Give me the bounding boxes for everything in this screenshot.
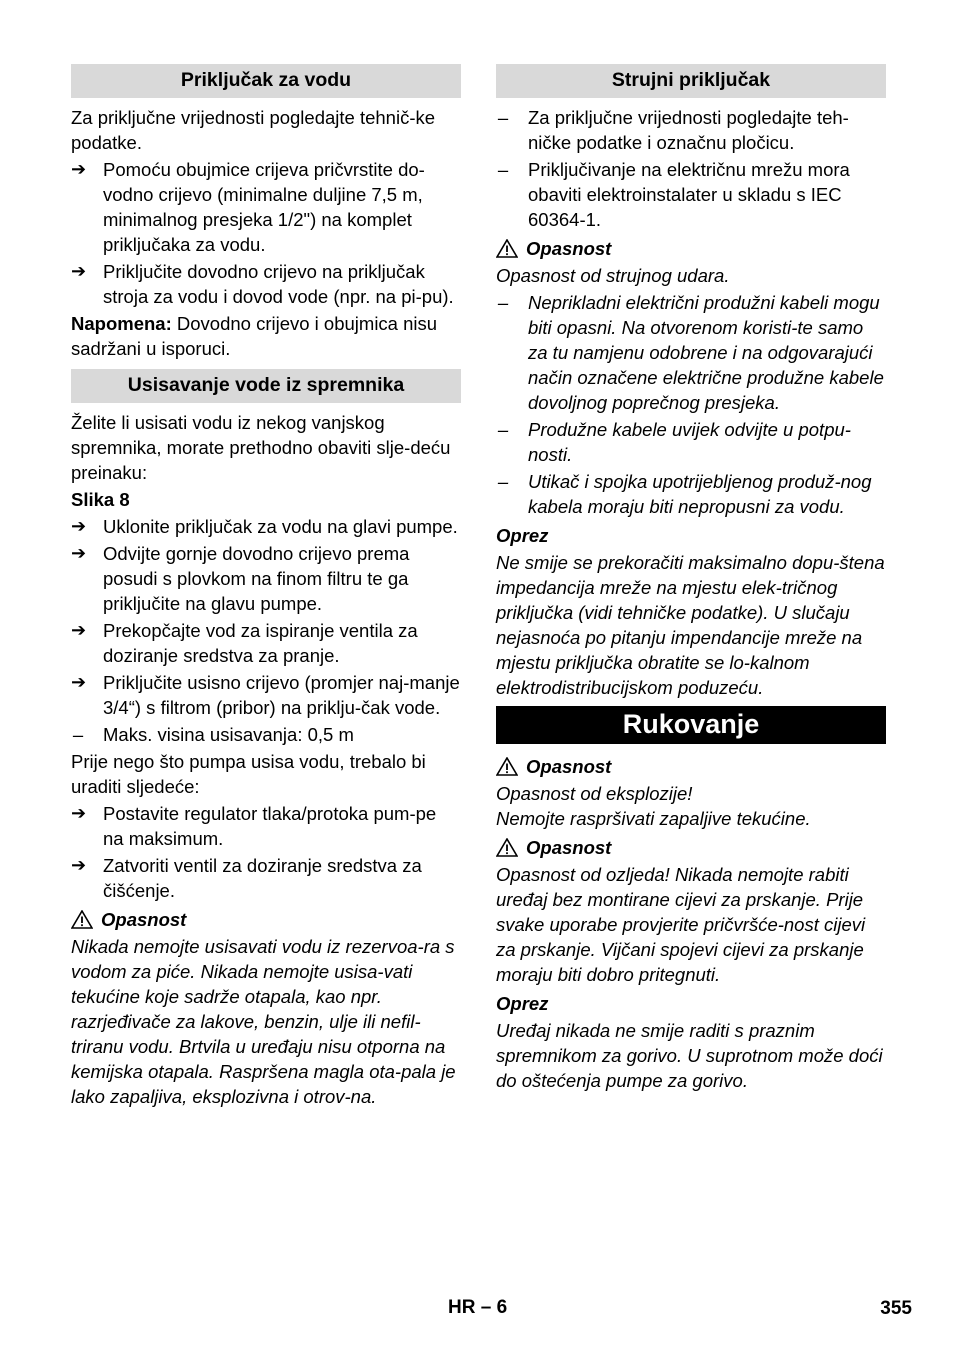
dash-icon: –	[497, 107, 509, 128]
warning-text: Opasnost od ozljeda! Nikada nemojte rabiti uređaj bez montirane cijevi za prskanje. Prije svake uporabe provjerite pričvršće-nost cijevi za prskanje. Vijčani spojevi cijevi za prskanje moraju biti dobro pritegnuti.	[496, 864, 866, 985]
water-note: Napomena: Dovodno crijevo i obujmica nisu sadržani u isporuci.	[71, 313, 438, 359]
warning-heading: Opasnost	[496, 835, 886, 860]
warning-heading: Opasnost	[71, 907, 461, 932]
caution-text: Ne smije se prekoračiti maksimalno dopu-štena impedancija mreže na mjestu elek-tričnog priključka (vidi tehničke podatke). U slučaju nejasnoća po pitanju impendancije mreže na mjestu priključka obratite se lo-kalnom elektrodistribucijskom poduzeću.	[496, 552, 885, 698]
arrow-icon: ➔	[71, 261, 87, 281]
list-item: ➔ Prekopčajte vod za ispiranje ventila za doziranje sredstva za pranje.	[71, 620, 418, 666]
suction-intro: Želite li usisati vodu iz nekog vanjskog spremnika, morate prethodno obaviti slje-deću preinaku:	[71, 412, 451, 483]
list-item: – Priključivanje na električnu mrežu mora obaviti elektroinstalater u skladu s IEC 60364-1.	[497, 159, 850, 230]
section-heading-power: Strujni priključak	[496, 64, 886, 98]
footer-section-code: HR – 6	[448, 1297, 508, 1318]
warning-line: Nemojte raspršivati zapaljive tekućine.	[496, 808, 811, 829]
list-item: ➔ Zatvoriti ventil za doziranje sredstva za čišćenje.	[71, 855, 422, 901]
arrow-icon: ➔	[71, 159, 87, 179]
caution-text: Uređaj nikada ne smije raditi s praznim spremnikom za gorivo. U suprotnom može doći do oštećenja pumpe za gorivo.	[496, 1020, 883, 1091]
dash-icon: –	[497, 419, 509, 440]
caution-heading: Oprez	[496, 525, 549, 546]
list-item: – Utikač i spojka upotrijebljenog produž-nog kabela moraju biti nepropusni za vodu.	[497, 471, 872, 517]
warning-icon	[496, 239, 518, 258]
warning-line: Opasnost od eksplozije!	[496, 783, 693, 804]
warning-icon	[71, 910, 93, 929]
dash-icon: –	[497, 292, 509, 313]
warning-icon	[496, 838, 518, 857]
dash-icon: –	[497, 471, 509, 492]
arrow-icon: ➔	[71, 855, 87, 875]
warning-intro: Opasnost od strujnog udara.	[496, 265, 730, 286]
caution-heading: Oprez	[496, 993, 549, 1014]
list-item: – Neprikladni električni produžni kabeli mogu biti opasni. Na otvorenom koristi-te samo za tu namjenu odobrene i na odgovarajući način označene električne produžne kabele dovoljnog poprečnog presjeka.	[497, 292, 884, 413]
list-item: ➔ Pomoću obujmice crijeva pričvrstite do-vodno crijevo (minimalne duljine 7,5 m, minimalnog presjeka 1/2") na komplet priključaka za vodu.	[71, 159, 425, 255]
warning-text: Nikada nemojte usisavati vodu iz rezervoa-ra s vodom za piće. Nikada nemojte usisa-vati tekućine koje sadrže otapala, kao npr. razrjeđivače za lakove, benzin, ulje ili nefil-triranu vodu. Brtvila u uređaju nisu otporna na kemijska otapala. Raspršena magla ota-pala je lako zapaljiva, eksplozivna i otrov-na.	[71, 936, 456, 1107]
arrow-icon: ➔	[71, 543, 87, 563]
list-item: – Produžne kabele uvijek odvijte u potpu-nosti.	[497, 419, 851, 465]
right-column	[496, 64, 886, 1095]
list-item: ➔ Priključite dovodno crijevo na priključak stroja za vodu i dovod vode (npr. na pi-pu).	[71, 261, 454, 307]
suction-before: Prije nego što pumpa usisa vodu, trebalo bi uraditi sljedeće:	[71, 751, 426, 797]
arrow-icon: ➔	[71, 620, 87, 640]
arrow-icon: ➔	[71, 672, 87, 692]
warning-heading: Opasnost	[496, 754, 886, 779]
list-item: ➔ Odvijte gornje dovodno crijevo prema posudi s plovkom na finom filtru te ga priključite na glavu pumpe.	[71, 543, 410, 614]
figure-reference: Slika 8	[71, 489, 130, 510]
section-heading-water: Priključak za vodu	[71, 64, 461, 98]
warning-heading: Opasnost	[496, 236, 886, 261]
list-item: ➔ Uklonite priključak za vodu na glavi pumpe.	[71, 516, 458, 537]
section-heading-suction: Usisavanje vode iz spremnika	[71, 369, 461, 403]
list-item: ➔ Priključite usisno crijevo (promjer naj-manje 3/4“) s filtrom (pribor) na priklju-čak vode.	[71, 672, 460, 718]
page-number: 355	[880, 1298, 912, 1319]
water-intro: Za priključne vrijednosti pogledajte tehnič-ke podatke.	[71, 107, 436, 153]
dash-icon: –	[497, 159, 509, 180]
warning-icon	[496, 757, 518, 776]
list-item: – Maks. visina usisavanja: 0,5 m	[72, 724, 354, 745]
arrow-icon: ➔	[71, 803, 87, 823]
chapter-heading: Rukovanje	[496, 706, 886, 744]
list-item: ➔ Postavite regulator tlaka/protoka pum-pe na maksimum.	[71, 803, 437, 849]
arrow-icon: ➔	[71, 516, 87, 536]
dash-icon: –	[72, 724, 84, 745]
list-item: – Za priključne vrijednosti pogledajte teh-ničke podatke i označnu pločicu.	[497, 107, 849, 153]
left-column	[71, 64, 461, 1111]
